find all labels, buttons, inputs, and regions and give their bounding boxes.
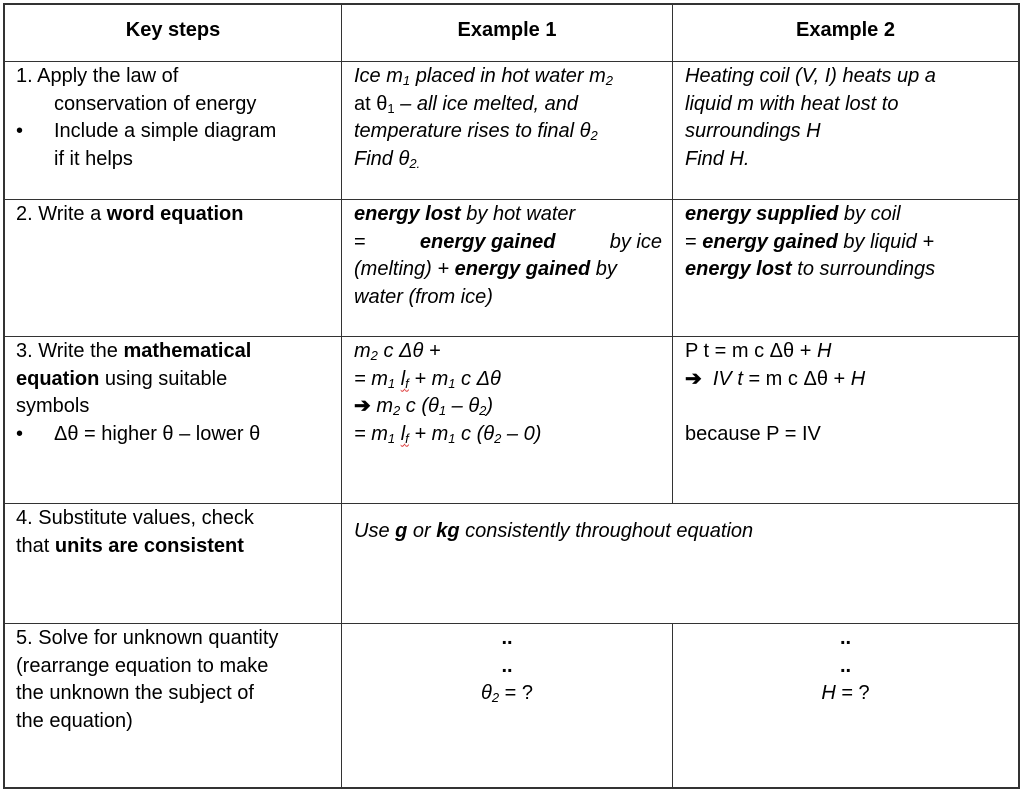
step-3-bullet: • Δθ = higher θ – lower θ (16, 421, 331, 449)
math-line: = $m_1$ $l_f + m_1$ c Δθ (354, 367, 501, 391)
step-1-bullet-cont: if it helps (54, 147, 133, 170)
step-3-title: 3. Write the mathematical (16, 340, 252, 362)
example-1-solution (342, 625, 672, 708)
table-border-bottom (3, 787, 1020, 789)
scenario-line: surroundings H (685, 120, 821, 142)
header-example-2: Example 2 (796, 19, 895, 41)
step-5-cell (0, 625, 341, 735)
scenario-line: liquid m with heat lost to (685, 92, 899, 115)
step-3-title-cont: equation using suitable (16, 367, 228, 390)
example-1-math-equation (338, 338, 672, 448)
units-note: Use g or kg consistently throughout equation (354, 520, 754, 542)
step-5-title-cont: (rearrange equation to make (16, 654, 269, 677)
step-1-title-cont: conservation of energy (54, 92, 257, 115)
step-5-title-cont: the equation) (16, 709, 133, 732)
equation-line: energy lost by hot water (354, 203, 576, 225)
right-arrow-icon: ➔ (354, 395, 371, 417)
header-key-steps: Key steps (125, 19, 221, 41)
step-4-title: 4. Substitute values, check (16, 507, 254, 529)
latent-heat-symbol: $l_f$ (400, 367, 409, 391)
table-border-right (1018, 3, 1020, 789)
scenario-line: temperature rises to final $\theta_2$ (354, 120, 598, 143)
example-2-scenario (669, 63, 1018, 173)
ellipsis-dots: .. (501, 627, 513, 649)
row-divider (3, 199, 1020, 200)
latent-heat-symbol: $l_f$ (400, 422, 409, 446)
row-divider (3, 503, 1020, 504)
step-1-cell (0, 63, 341, 173)
equation-line: = energy gained by liquid + (685, 230, 935, 253)
scenario-line: Find $\theta_{2.}$ (354, 147, 421, 171)
example-1-word-equation (338, 201, 672, 311)
example-2-math-equation (669, 338, 1018, 448)
step-3-title-cont: symbols (16, 395, 90, 417)
math-line: ➔ IV t = m c Δθ + H (685, 367, 866, 390)
equation-line: energy supplied by coil (685, 203, 901, 225)
equation-line: water (from ice) (354, 285, 493, 308)
scenario-line: Ice $m_1$ placed in hot water $m_2$ (354, 65, 614, 88)
math-line: because P = IV (685, 422, 821, 445)
math-line: = $m_1$ $l_f + m_1$ c $(\theta_2 - 0)$ (354, 422, 542, 446)
row-divider (3, 623, 1020, 624)
step-2-cell (0, 201, 341, 229)
step-1-bullet: • Include a simple diagram (16, 118, 331, 146)
math-line: $m_2$ c Δθ + (354, 340, 441, 363)
step-3-cell (0, 338, 341, 448)
step-5-title-cont: the unknown the subject of (16, 682, 254, 704)
row-divider (3, 336, 1020, 337)
example-1-scenario (338, 63, 672, 173)
example-2-solution (673, 625, 1018, 708)
ellipsis-dots: .. (839, 654, 852, 677)
math-line: P t = m c Δθ + H (685, 340, 832, 362)
scenario-line: Heating coil (V, I) heats up a (685, 65, 936, 87)
step-5-title: 5. Solve for unknown quantity (16, 627, 279, 649)
scenario-line: Find H. (685, 147, 750, 170)
equation-line: (melting) + energy gained by (354, 258, 617, 280)
ellipsis-dots: .. (501, 654, 513, 677)
answer-line: H = ? (821, 682, 870, 704)
step-4-title-cont: that units are consistent (16, 534, 244, 557)
math-line: ➔ $m_2$ c $(\theta_1 - \theta_2)$ (354, 395, 494, 418)
step-1-title: 1. Apply the law of (16, 65, 179, 87)
ellipsis-dots: .. (839, 627, 852, 649)
equation-line: energy lost to surroundings (685, 258, 936, 280)
scenario-line: at $\theta_1$ – all ice melted, and (354, 92, 579, 116)
equation-line: = energy gained by ice (354, 230, 662, 253)
answer-line: $\theta_2$ = ? (480, 682, 533, 705)
table-border-top (3, 3, 1020, 5)
step-2-title: 2. Write a word equation (16, 203, 244, 225)
right-arrow-icon: ➔ (685, 367, 702, 390)
step-4-cell (0, 505, 341, 560)
example-2-word-equation (669, 201, 1018, 284)
row-divider (3, 61, 1020, 62)
header-example-1: Example 1 (457, 19, 557, 41)
